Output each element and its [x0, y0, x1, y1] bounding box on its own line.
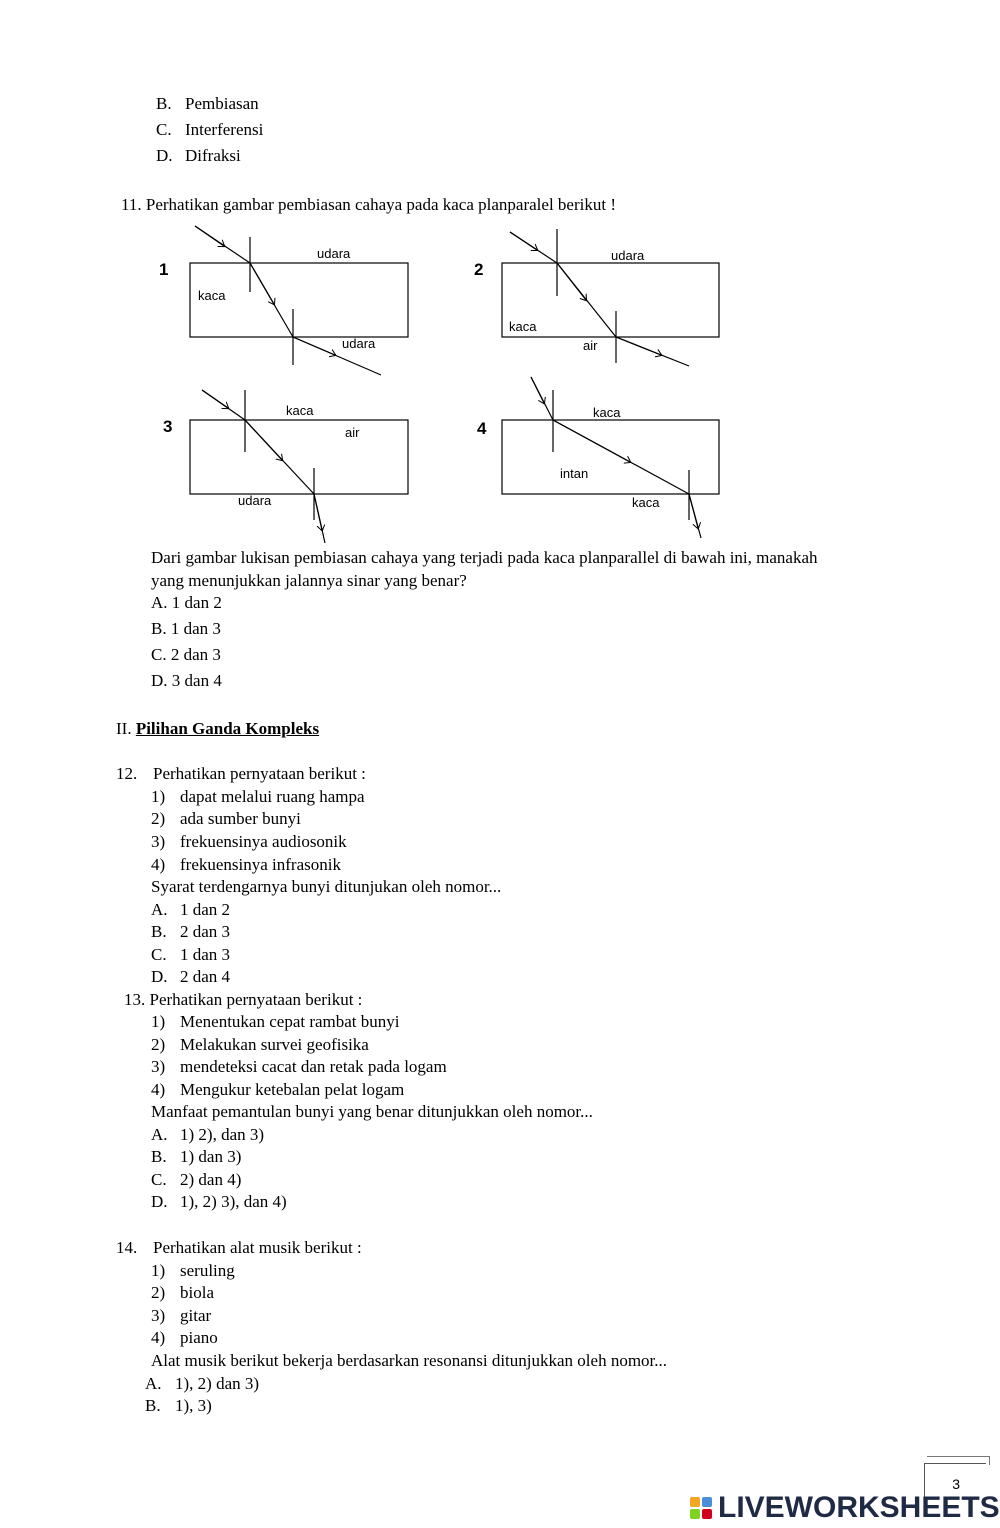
q14-question: Alat musik berikut bekerja berdasarkan resonansi ditunjukkan oleh nomor... [151, 1351, 668, 1370]
q11-option-b: B. 1 dan 3 [151, 619, 221, 638]
q12-option-letter: C. [151, 945, 167, 964]
q14-item-num: 2) [151, 1283, 166, 1302]
logo-square [690, 1497, 700, 1507]
q13-title: 13. Perhatikan pernyataan berikut : [124, 990, 363, 1009]
q12-option-letter: A. [151, 900, 168, 919]
q14-option-letter: B. [145, 1396, 161, 1415]
section-2-heading [116, 719, 319, 739]
q11-title: 11. Perhatikan gambar pembiasan cahaya pada kaca planparalel berikut ! [121, 195, 616, 214]
diagram-1-top-medium: udara [317, 246, 351, 261]
diagram-2-number: 2 [474, 260, 484, 279]
diagram-4-number: 4 [477, 419, 487, 438]
diagram-4-bottom-medium: kaca [632, 495, 660, 510]
q13-item-text: Melakukan survei geofisika [180, 1035, 369, 1054]
q10-option-c-text: Interferensi [185, 120, 264, 139]
q12-item-text: frekuensinya audiosonik [180, 832, 347, 851]
q13-question: Manfaat pemantulan bunyi yang benar ditunjukkan oleh nomor... [151, 1102, 593, 1121]
diagram-2-bottom-medium: air [583, 338, 598, 353]
q12-question: Syarat terdengarnya bunyi ditunjukan oleh nomor... [151, 877, 502, 896]
q13-item-num: 3) [151, 1057, 166, 1076]
q13-item-num: 1) [151, 1012, 166, 1031]
q11-question-line1: Dari gambar lukisan pembiasan cahaya yang terjadi pada kaca planparallel di bawah ini, manakah [151, 548, 818, 567]
q12-item-num: 2) [151, 809, 166, 828]
q12-option-text: 1 dan 2 [180, 900, 231, 919]
q13-item-text: Mengukur ketebalan pelat logam [180, 1080, 405, 1099]
q11-option-a: A. 1 dan 2 [151, 593, 222, 612]
q12-item-text: frekuensinya infrasonik [180, 855, 341, 874]
section-2-prefix: II. [116, 719, 132, 738]
q10-option-b-letter: B. [156, 94, 172, 113]
diagram-2-middle-medium: kaca [509, 319, 537, 334]
q14-item-text: piano [180, 1328, 218, 1347]
diagram-3-bottom-medium: udara [238, 493, 272, 508]
q12-item-num: 3) [151, 832, 166, 851]
diagram-4-top-medium: kaca [593, 405, 621, 420]
q10-option-c-letter: C. [156, 120, 172, 139]
diagram-1-number: 1 [159, 260, 169, 279]
section-2-title: Pilihan Ganda Kompleks [135, 719, 320, 738]
brand-name: LIVEWORKSHEETS [718, 1491, 1000, 1524]
q12-option-text: 2 dan 3 [180, 922, 231, 941]
q12-title: Perhatikan pernyataan berikut : [153, 764, 366, 783]
q12-option-letter: D. [151, 967, 168, 986]
diagram-3-middle-medium: air [345, 425, 360, 440]
q13-option-letter: B. [151, 1147, 167, 1166]
q10-option-d-letter: D. [156, 146, 173, 165]
q11-question-line2: yang menunjukkan jalannya sinar yang benar? [151, 571, 467, 590]
q12-option-text: 2 dan 4 [180, 967, 231, 986]
q14-option-text: 1), 2) dan 3) [175, 1374, 260, 1393]
diagram-1-middle-medium: kaca [198, 288, 226, 303]
q14-title: Perhatikan alat musik berikut : [153, 1238, 362, 1257]
q13-item-num: 4) [151, 1080, 166, 1099]
q11-option-d: D. 3 dan 4 [151, 671, 222, 690]
q12-item-text: dapat melalui ruang hampa [180, 787, 365, 806]
q12-number: 12. [116, 764, 138, 783]
q14-item-text: gitar [180, 1306, 212, 1325]
q14-item-num: 4) [151, 1328, 166, 1347]
q14-item-text: biola [180, 1283, 214, 1302]
page-number: 3 [924, 1463, 986, 1501]
q14-item-num: 3) [151, 1306, 166, 1325]
q12-option-letter: B. [151, 922, 167, 941]
q12-item-num: 1) [151, 787, 166, 806]
q10-option-d-text: Difraksi [185, 146, 241, 165]
q13-option-text: 1) 2), dan 3) [180, 1125, 265, 1144]
q12-item-text: ada sumber bunyi [180, 809, 301, 828]
diagram-4-middle-medium: intan [560, 466, 589, 481]
q13-option-text: 1), 2) 3), dan 4) [180, 1192, 287, 1211]
q14-item-num: 1) [151, 1261, 166, 1280]
q14-option-text: 1), 3) [175, 1396, 212, 1415]
diagram-1-bottom-medium: udara [342, 336, 376, 351]
q13-option-text: 2) dan 4) [180, 1170, 242, 1189]
q14-option-letter: A. [145, 1374, 162, 1393]
diagram-2-top-medium: udara [611, 248, 645, 263]
q11-option-c: C. 2 dan 3 [151, 645, 221, 664]
q13-option-letter: A. [151, 1125, 168, 1144]
liveworksheets-logo-icon [690, 1497, 712, 1519]
q13-option-letter: D. [151, 1192, 168, 1211]
refraction-diagrams [0, 0, 1000, 560]
logo-square [702, 1509, 712, 1519]
q12-option-text: 1 dan 3 [180, 945, 231, 964]
logo-square [690, 1509, 700, 1519]
diagram-3-number: 3 [163, 417, 173, 436]
q13-item-text: mendeteksi cacat dan retak pada logam [180, 1057, 447, 1076]
diagram-3-glass-block [190, 420, 408, 494]
diagram-4-glass-block [502, 420, 719, 494]
diagram-3-top-medium: kaca [286, 403, 314, 418]
q13-option-text: 1) dan 3) [180, 1147, 242, 1166]
liveworksheets-brand [690, 1490, 1000, 1526]
q13-option-letter: C. [151, 1170, 167, 1189]
logo-square [702, 1497, 712, 1507]
q14-number: 14. [116, 1238, 138, 1257]
q13-item-text: Menentukan cepat rambat bunyi [180, 1012, 400, 1031]
q14-item-text: seruling [180, 1261, 235, 1280]
q10-option-b-text: Pembiasan [185, 94, 259, 113]
q12-item-num: 4) [151, 855, 166, 874]
q13-item-num: 2) [151, 1035, 166, 1054]
